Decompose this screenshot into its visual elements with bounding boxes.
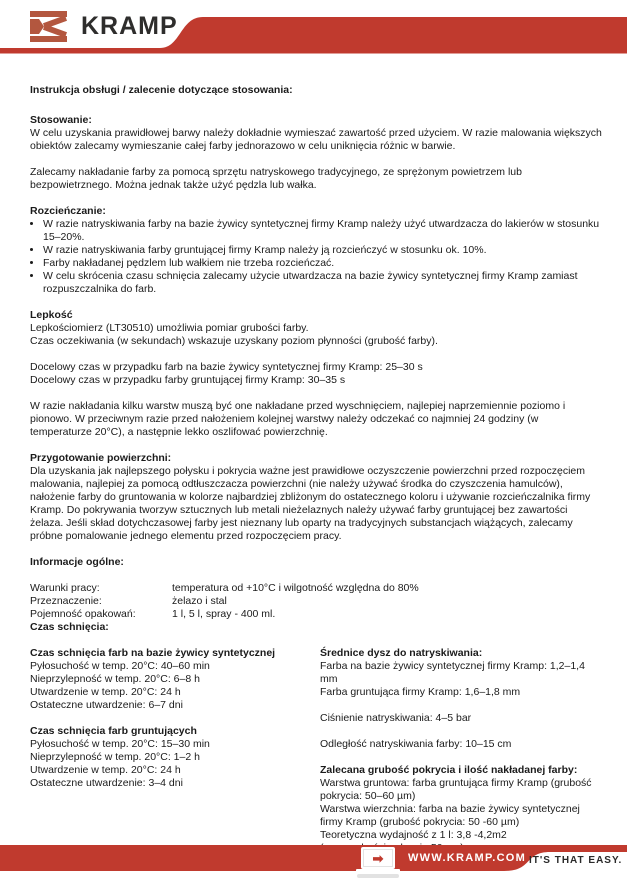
text-line: Czas oczekiwania (w sekundach) wskazuje uzyskany poziom płynności (grubość farby).: [30, 335, 438, 347]
bullet-item: • W celu skrócenia czasu schnięcia zalecamy użycie utwardzacza na bazie żywicy syntetycznej firmy Kramp zamiast rozpuszczalnika do farb.: [43, 270, 602, 296]
info-label: Pojemność opakowań:: [30, 608, 136, 620]
monitor-shadow: [357, 874, 399, 878]
text-line: Teoretyczna wydajność z 1 l: 3,8 -4,2m2: [320, 829, 507, 841]
section-heading: Informacje ogólne:: [30, 556, 124, 568]
info-row: [30, 582, 602, 595]
monitor-base: [356, 869, 400, 873]
monitor-screen: [363, 849, 393, 867]
info-value: 1 l, 5 l, spray - 400 ml.: [172, 608, 276, 620]
text-line: Docelowy czas w przypadku farb na bazie żywicy syntetycznej firmy Kramp: 25–30 s: [30, 361, 423, 373]
block-drying-synthetic: [30, 647, 320, 712]
block-drying-primer: [30, 725, 320, 790]
text-line: Pyłosuchość w temp. 20°C: 15–30 min: [30, 738, 210, 750]
info-label: Przeznaczenie:: [30, 595, 102, 607]
text-line: Odległość natryskiwania farby: 10–15 cm: [320, 738, 512, 750]
brand-wordmark: KRAMP: [81, 12, 178, 40]
text-line: Warstwa wierzchnia: farba na bazie żywicy syntetycznej firmy Kramp (grubość pokrycia: 50 -60 µm): [320, 803, 580, 828]
two-column-specs: [30, 647, 602, 868]
section-viscosity: [30, 309, 602, 439]
website-url: WWW.KRAMP.COM: [408, 852, 527, 864]
block-heading: Zalecana grubość pokrycia i ilość nakładanej farby:: [320, 764, 578, 776]
subsection-heading: Czas schnięcia:: [30, 621, 109, 633]
paragraph: W razie nakładania kilku warstw muszą być one nakładane przed wyschnięciem, najlepiej naprzemiennie poziomo i pionowo. W przeciwnym razie przed nałożeniem kolejnej warstwy należy odczekać co najmniej 24 godziny (w temperaturze 20°C), a następnie lekko oszlifować powierzchnię.: [30, 400, 566, 438]
bullet-item: • W razie natryskiwania farby gruntującej firmy Kramp należy ją rozcieńczyć w stosunku ok. 10%.: [43, 244, 602, 257]
right-arrow-icon: ➡: [372, 850, 384, 866]
text-line: Farba na bazie żywicy syntetycznej firmy Kramp: 1,2–1,4 mm: [320, 660, 585, 685]
section-usage: [30, 114, 602, 192]
info-value: temperatura od +10°C i wilgotność względna do 80%: [172, 582, 419, 594]
section-surface-prep: [30, 452, 602, 543]
block-heading: Czas schnięcia farb na bazie żywicy syntetycznej: [30, 647, 276, 659]
document-title: Instrukcja obsługi / zalecenie dotyczące stosowania:: [30, 84, 293, 96]
info-value: żelazo i stal: [172, 595, 227, 607]
paragraph: Zalecamy nakładanie farby za pomocą sprzętu natryskowego tradycyjnego, ze sprężonym powietrzem lub bezpowietrznego. Można jednak także użyć pędzla lub wałka.: [30, 166, 522, 191]
section-heading: Przygotowanie powierzchni:: [30, 452, 172, 464]
block-heading: Średnice dysz do natryskiwania:: [320, 647, 483, 659]
text-line: Nieprzylepność w temp. 20°C: 1–2 h: [30, 751, 200, 763]
bullet-item: • Farby nakładanej pędzlem lub wałkiem nie trzeba rozcieńczać.: [43, 257, 602, 270]
paragraph: W celu uzyskania prawidłowej barwy należy dokładnie wymieszać zawartość przed użyciem. W razie malowania większych obiektów zalecamy wymieszanie całej farby jednorazowo w celu uniknięcia różnic w barwie.: [30, 127, 602, 152]
text-line: Lepkościomierz (LT30510) umożliwia pomiar grubości farby.: [30, 322, 309, 334]
info-label: Warunki pracy:: [30, 582, 100, 594]
text-line: Utwardzenie w temp. 20°C: 24 h: [30, 686, 181, 698]
section-heading: Stosowanie:: [30, 114, 92, 126]
text-line: Warstwa gruntowa: farba gruntująca firmy Kramp (grubość pokrycia: 50–60 µm): [320, 777, 592, 802]
text-line: Docelowy czas w przypadku farby gruntującej firmy Kramp: 30–35 s: [30, 374, 346, 386]
bullet-item: • W razie natryskiwania farby na bazie żywicy syntetycznej firmy Kramp należy użyć utwardzacza do lakierów w stosunku 15–20%.: [43, 218, 602, 244]
block-coating: [320, 764, 602, 855]
text-line: Ciśnienie natryskiwania: 4–5 bar: [320, 712, 472, 724]
text-line: Ostateczne utwardzenie: 3–4 dni: [30, 777, 183, 789]
info-row: [30, 608, 602, 621]
kramp-k-icon: [30, 11, 68, 42]
block-pressure: [320, 712, 602, 725]
bullet-list: [30, 218, 602, 296]
block-heading: Czas schnięcia farb gruntujących: [30, 725, 197, 737]
section-dilution: [30, 205, 602, 296]
slogan-text: IT'S THAT EASY.: [529, 855, 623, 866]
section-general-info: [30, 556, 602, 634]
paragraph: Dla uzyskania jak najlepszego połysku i pokrycia ważne jest prawidłowe oczyszczenie powierzchni przed rozpoczęciem malowania, najlepiej za pomocą odtłuszczacza powierzchni (nie należy używać środka do czyszczenia hamulców), nałożenie farby do gruntowania w kolorze najbardziej zbliżonym do ostatecznego koloru i używanie rozcieńczalnika firmy Kramp. Do pokrywania tworzyw sztucznych lub metali nieżelaznych należy używać farby gruntującej bez zawartości żelaza. Jeśli skład dotychczasowej farby jest nieznany lub oparty na tradycyjnych substancjach wiążących, zalecamy próbne pomalowanie jednego elementu przed rozpoczęciem pracy.: [30, 465, 591, 542]
info-row: [30, 595, 602, 608]
monitor-arrow-icon: [361, 847, 395, 869]
text-line: Farba gruntująca firmy Kramp: 1,6–1,8 mm: [320, 686, 521, 698]
block-nozzles: [320, 647, 602, 699]
instruction-document: [30, 84, 602, 868]
section-heading: Rozcieńczanie:: [30, 205, 106, 217]
text-line: Pyłosuchość w temp. 20°C: 40–60 min: [30, 660, 210, 672]
text-line: Nieprzylepność w temp. 20°C: 6–8 h: [30, 673, 200, 685]
column-left: [30, 647, 320, 868]
column-right: [320, 647, 602, 868]
block-distance: [320, 738, 602, 751]
kramp-logo: [30, 11, 178, 42]
text-line: Utwardzenie w temp. 20°C: 24 h: [30, 764, 181, 776]
section-heading: Lepkość: [30, 309, 73, 321]
text-line: Ostateczne utwardzenie: 6–7 dni: [30, 699, 183, 711]
